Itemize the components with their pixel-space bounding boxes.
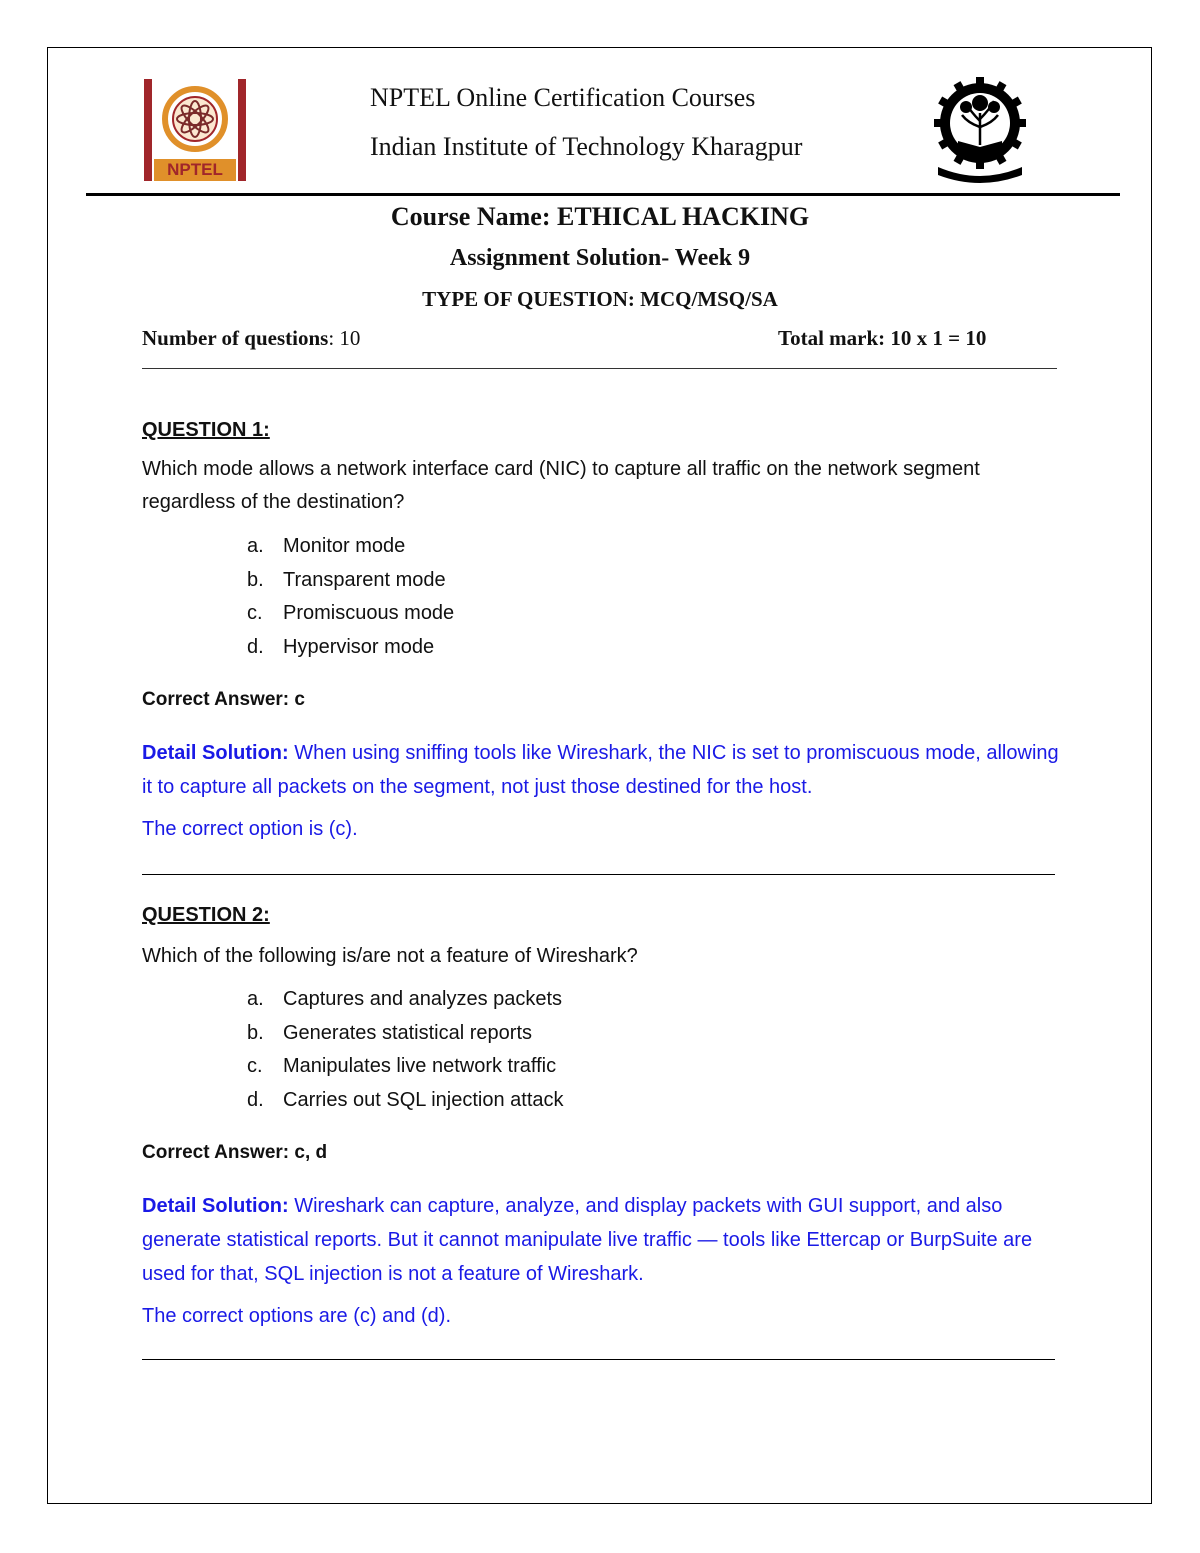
option-letter: b. [247, 569, 264, 591]
question-1-final-answer: The correct option is (c). [142, 818, 358, 840]
nptel-logo-text: NPTEL [167, 160, 223, 179]
question-2-correct-answer: Correct Answer: c, d [142, 1142, 328, 1163]
option-text: Promiscuous mode [283, 602, 455, 624]
question-1-correct-answer: Correct Answer: c [142, 689, 305, 710]
question-1-heading: QUESTION 1: [142, 419, 270, 441]
detail-solution-text: When using sniffing tools like Wireshark, the NIC is set to promiscuous mode, allowing it to capture all packets on the segment, not just those destined for the host. [142, 742, 1059, 798]
question-2-option-c [247, 1055, 556, 1078]
question-1-detail-solution [142, 736, 1072, 804]
question-1-text: Which mode allows a network interface card (NIC) to capture all traffic on the network segment regardless of the destination? [142, 458, 980, 513]
total-mark: Total mark: 10 x 1 = 10 [778, 326, 987, 350]
option-text: Manipulates live network traffic [283, 1055, 557, 1077]
question-1-option-d [247, 636, 434, 659]
question-1-option-a [247, 535, 405, 558]
iit-kharagpur-seal-icon [930, 75, 1030, 183]
section-divider [142, 368, 1057, 369]
question-1-option-c [247, 602, 454, 625]
header-divider [86, 193, 1120, 196]
option-letter: a. [247, 988, 264, 1010]
assignment-title: Assignment Solution- Week 9 [449, 245, 751, 271]
question-2-option-b [247, 1022, 532, 1045]
header-line-1: NPTEL Online Certification Courses [370, 83, 756, 112]
option-text: Generates statistical reports [283, 1022, 532, 1044]
option-text: Captures and analyzes packets [283, 988, 563, 1010]
detail-solution-label: Detail Solution: [142, 1195, 289, 1217]
question-type: TYPE OF QUESTION: MCQ/MSQ/SA [422, 287, 778, 311]
option-letter: d. [247, 1089, 264, 1111]
question-2-heading: QUESTION 2: [142, 904, 270, 926]
course-name: Course Name: ETHICAL HACKING [390, 202, 810, 231]
question-2-detail-solution [142, 1189, 1072, 1291]
number-of-questions-label: Number of questions [142, 326, 329, 350]
question-2-option-d [247, 1089, 564, 1112]
option-text: Hypervisor mode [283, 636, 435, 658]
detail-solution-label: Detail Solution: [142, 742, 289, 764]
option-text: Transparent mode [283, 569, 446, 591]
option-letter: c. [247, 1055, 263, 1077]
question-1-option-b [247, 569, 446, 592]
header-line-2: Indian Institute of Technology Kharagpur [370, 132, 803, 161]
detail-solution-text: Wireshark can capture, analyze, and display packets with GUI support, and also generate statistical reports. But it cannot manipulate live traffic — tools like Ettercap or BurpSuite are used for that, SQL injection is not a feature of Wireshark. [142, 1195, 1033, 1285]
question-2-option-a [247, 988, 562, 1011]
option-text: Carries out SQL injection attack [283, 1089, 564, 1111]
number-of-questions-value: : 10 [328, 326, 361, 350]
question-2-divider [142, 1359, 1055, 1360]
question-2-final-answer: The correct options are (c) and (d). [142, 1305, 452, 1327]
question-1-divider [142, 874, 1055, 875]
option-letter: a. [247, 535, 264, 557]
option-letter: d. [247, 636, 264, 658]
option-letter: c. [247, 602, 263, 624]
option-letter: b. [247, 1022, 264, 1044]
number-of-questions [142, 326, 360, 351]
question-2-text: Which of the following is/are not a feature of Wireshark? [142, 945, 638, 967]
nptel-logo-icon [144, 79, 246, 181]
option-text: Monitor mode [283, 535, 406, 557]
